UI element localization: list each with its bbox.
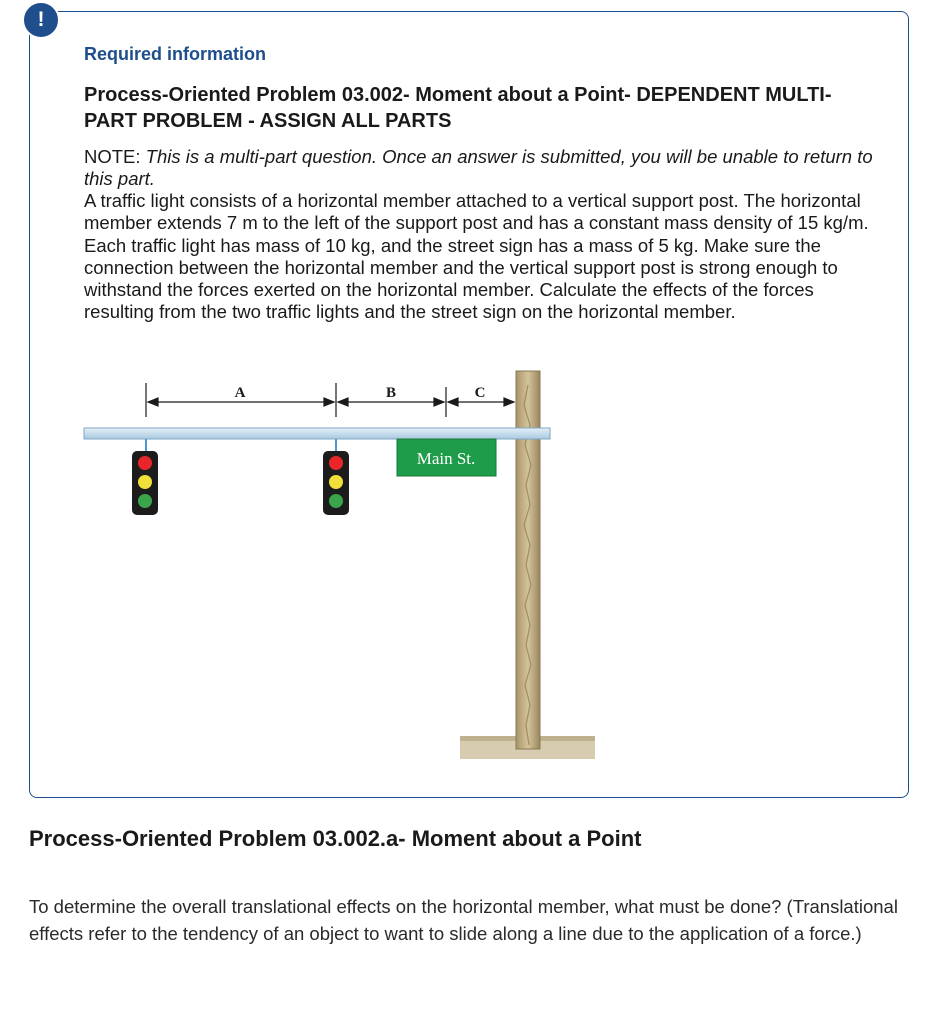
- dim-label-b: B: [385, 385, 397, 401]
- traffic-light-middle: [323, 439, 349, 515]
- dim-label-a: A: [234, 385, 246, 401]
- street-sign-text: Main St.: [416, 449, 476, 468]
- problem-title: Process-Oriented Problem 03.002- Moment about a Point- DEPENDENT MULTI-PART PROBLEM - ASSIGN ALL PARTS: [84, 84, 832, 132]
- horizontal-member: [84, 428, 550, 439]
- traffic-light-figure: [80, 365, 610, 765]
- part-title: Process-Oriented Problem 03.002.a- Moment about a Point: [29, 826, 642, 851]
- note: [84, 146, 874, 190]
- question-text: To determine the overall translational effects on the horizontal member, what must be done? (Translational effects refer to the tendency of an object to want to slide along a line due to the application of a force.): [29, 896, 898, 944]
- traffic-light-left: [132, 439, 158, 515]
- required-info-title: Required information: [84, 44, 267, 64]
- dimension-lines: [146, 383, 514, 417]
- note-label: NOTE:: [84, 146, 141, 167]
- dim-label-c: C: [474, 385, 486, 401]
- alert-icon: !: [22, 1, 60, 39]
- note-text: This is a multi-part question. Once an answer is submitted, you will be unable to return to this part.: [84, 146, 873, 189]
- street-sign: [397, 439, 496, 476]
- problem-description: A traffic light consists of a horizontal member attached to a vertical support post. The horizontal member extends 7 m to the left of the support post and has a constant mass density of 15 kg/m. Each traffic light has mass of 10 kg, and the street sign has a mass of 5 kg. Make sure the connection between the horizontal member and the vertical support post is strong enough to withstand the forces exerted on the horizontal member. Calculate the effects of the forces resulting from the two traffic lights and the street sign on the horizontal member.: [84, 190, 869, 323]
